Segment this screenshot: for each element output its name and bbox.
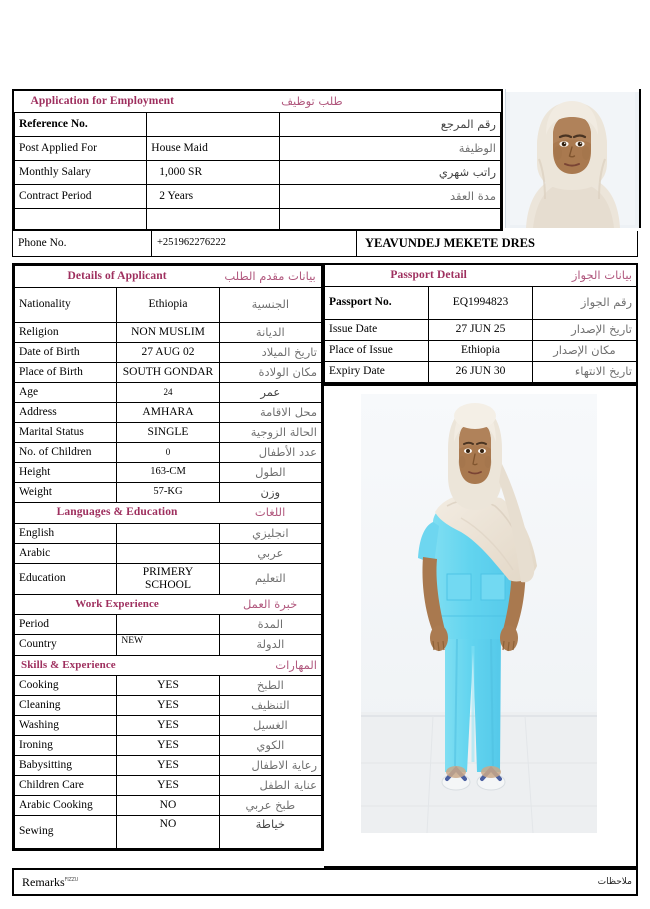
details-section-header — [15, 266, 322, 288]
marital-status-label: Marital Status — [15, 423, 117, 443]
education-value[interactable]: PRIMERY SCHOOL — [117, 564, 219, 595]
skill-ironing-arabic: الكوي — [219, 736, 321, 756]
skill-cleaning-row — [15, 696, 322, 716]
passport-photo-artwork — [506, 89, 639, 228]
skill-ironing-value[interactable]: YES — [117, 736, 219, 756]
place-of-birth-row — [15, 363, 322, 383]
remarks-label-text: Remarks — [22, 875, 65, 889]
form-title: Application for Employment — [15, 91, 280, 113]
skill-arabic-cooking-arabic: طبخ عربي — [219, 796, 321, 816]
languages-section-arabic: اللغات — [219, 503, 321, 524]
skill-cleaning-label: Cleaning — [15, 696, 117, 716]
passport-section-title: Passport Detail — [325, 265, 532, 287]
education-label: Education — [15, 564, 117, 595]
issue-date-label: Issue Date — [325, 320, 429, 341]
work-country-arabic: الدولة — [219, 635, 321, 656]
skills-section-title: Skills & Experience — [15, 656, 220, 676]
marital-status-arabic: الحالة الزوجية — [219, 423, 321, 443]
skill-cooking-value[interactable]: YES — [117, 676, 219, 696]
phone-value[interactable]: +251962276222 — [152, 231, 357, 256]
skill-cleaning-arabic: التنظيف — [219, 696, 321, 716]
remarks-superscript: FIZZU — [64, 877, 79, 883]
details-section-arabic: بيانات مقدم الطلب — [219, 266, 321, 288]
passport-no-row — [325, 287, 636, 320]
passport-no-label: Passport No. — [325, 287, 429, 320]
nationality-arabic: الجنسية — [219, 288, 321, 323]
skill-arabic-cooking-value[interactable]: NO — [117, 796, 219, 816]
place-of-issue-label: Place of Issue — [325, 341, 429, 362]
place-of-birth-value[interactable]: SOUTH GONDAR — [117, 363, 219, 383]
nationality-label: Nationality — [15, 288, 117, 323]
place-of-birth-arabic: مكان الولادة — [219, 363, 321, 383]
languages-section-header — [15, 503, 322, 524]
height-arabic: الطول — [219, 463, 321, 483]
monthly-salary-row — [15, 161, 501, 185]
address-arabic: محل الاقامة — [219, 403, 321, 423]
reference-no-label: Reference No. — [15, 113, 147, 137]
remarks-arabic: ملاحظات — [597, 877, 632, 887]
children-count-arabic: عدد الأطفال — [219, 443, 321, 463]
passport-details-table — [324, 263, 638, 386]
skill-ironing-row — [15, 736, 322, 756]
remarks-row — [12, 868, 638, 896]
age-value[interactable]: 24 — [117, 383, 219, 403]
english-row — [15, 524, 322, 544]
work-period-arabic: المدة — [219, 615, 321, 635]
applicant-name: YEAVUNDEJ MEKETE DRES — [357, 231, 638, 256]
weight-value[interactable]: 57-KG — [117, 483, 219, 503]
passport-no-arabic: رقم الجواز — [532, 287, 636, 320]
contact-row — [12, 231, 638, 257]
post-applied-arabic: الوظيفة — [279, 137, 500, 161]
passport-section-arabic: بيانات الجواز — [532, 265, 636, 287]
children-count-value[interactable]: 0 — [117, 443, 219, 463]
children-count-label: No. of Children — [15, 443, 117, 463]
age-arabic: عمر — [219, 383, 321, 403]
expiry-date-label: Expiry Date — [325, 362, 429, 384]
contract-period-value[interactable]: 2 Years — [147, 185, 279, 209]
date-of-birth-arabic: تاريخ الميلاد — [219, 343, 321, 363]
religion-label: Religion — [15, 323, 117, 343]
skill-cleaning-value[interactable]: YES — [117, 696, 219, 716]
address-label: Address — [15, 403, 117, 423]
work-section-title: Work Experience — [15, 595, 220, 615]
skill-children-care-value[interactable]: YES — [117, 776, 219, 796]
expiry-date-arabic: تاريخ الانتهاء — [532, 362, 636, 384]
skill-children-care-label: Children Care — [15, 776, 117, 796]
skill-babysitting-arabic: رعاية الاطفال — [219, 756, 321, 776]
post-applied-value[interactable]: House Maid — [147, 137, 279, 161]
skill-cooking-arabic: الطبخ — [219, 676, 321, 696]
date-of-birth-row — [15, 343, 322, 363]
issue-date-row — [325, 320, 636, 341]
work-country-label: Country — [15, 635, 117, 656]
skill-cooking-label: Cooking — [15, 676, 117, 696]
weight-arabic: وزن — [219, 483, 321, 503]
applicant-full-body-photo — [361, 394, 597, 833]
reference-no-arabic: رقم المرجع — [279, 113, 500, 137]
arabic-value[interactable] — [117, 544, 219, 564]
form-title-row — [15, 91, 501, 113]
date-of-birth-value[interactable]: 27 AUG 02 — [117, 343, 219, 363]
skill-sewing-row — [15, 816, 322, 849]
religion-row — [15, 323, 322, 343]
height-row — [15, 463, 322, 483]
skill-washing-value[interactable]: YES — [117, 716, 219, 736]
weight-row — [15, 483, 322, 503]
address-value[interactable]: AMHARA — [117, 403, 219, 423]
form-title-arabic: طلب توظيف — [279, 91, 500, 113]
place-of-birth-label: Place of Birth — [15, 363, 117, 383]
skill-arabic-cooking-label: Arabic Cooking — [15, 796, 117, 816]
applicant-details-table — [12, 263, 324, 851]
work-period-value[interactable] — [117, 615, 219, 635]
right-border-rule — [636, 263, 638, 868]
english-label: English — [15, 524, 117, 544]
details-section-title: Details of Applicant — [15, 266, 220, 288]
passport-section-header — [325, 265, 636, 287]
date-of-birth-label: Date of Birth — [15, 343, 117, 363]
marital-status-value[interactable]: SINGLE — [117, 423, 219, 443]
contract-period-label: Contract Period — [15, 185, 147, 209]
skill-babysitting-row — [15, 756, 322, 776]
skill-sewing-arabic: خياطة — [219, 816, 321, 849]
languages-section-title: Languages & Education — [15, 503, 220, 524]
religion-value[interactable]: NON MUSLIM — [117, 323, 219, 343]
monthly-salary-label: Monthly Salary — [15, 161, 147, 185]
place-of-issue-value[interactable]: Ethiopia — [429, 341, 533, 362]
expiry-date-value[interactable]: 26 JUN 30 — [429, 362, 533, 384]
contract-period-arabic: مدة العقد — [279, 185, 500, 209]
skills-section-header — [15, 656, 322, 676]
monthly-salary-arabic: راتب شهري — [279, 161, 500, 185]
skill-babysitting-label: Babysitting — [15, 756, 117, 776]
employment-header-table — [12, 89, 503, 231]
reference-no-value[interactable] — [147, 113, 279, 137]
arabic-label: Arabic — [15, 544, 117, 564]
education-arabic: التعليم — [219, 564, 321, 595]
place-of-issue-arabic: مكان الإصدار — [532, 341, 636, 362]
post-applied-label: Post Applied For — [15, 137, 147, 161]
work-period-label: Period — [15, 615, 117, 635]
place-of-issue-row — [325, 341, 636, 362]
height-label: Height — [15, 463, 117, 483]
reference-no-row — [15, 113, 501, 137]
work-period-row — [15, 615, 322, 635]
nationality-value[interactable]: Ethiopia — [117, 288, 219, 323]
skill-cooking-row — [15, 676, 322, 696]
weight-label: Weight — [15, 483, 117, 503]
children-count-row — [15, 443, 322, 463]
skills-section-arabic: المهارات — [219, 656, 321, 676]
arabic-arabic: عربي — [219, 544, 321, 564]
skill-babysitting-value[interactable]: YES — [117, 756, 219, 776]
skill-sewing-label: Sewing — [15, 816, 117, 849]
marital-status-row — [15, 423, 322, 443]
work-country-row — [15, 635, 322, 656]
skill-washing-label: Washing — [15, 716, 117, 736]
expiry-date-row — [325, 362, 636, 384]
issue-date-arabic: تاريخ الإصدار — [532, 320, 636, 341]
age-row — [15, 383, 322, 403]
age-label: Age — [15, 383, 117, 403]
skill-arabic-cooking-row — [15, 796, 322, 816]
english-value[interactable] — [117, 524, 219, 544]
nationality-row — [15, 288, 322, 323]
header-spacer-row — [15, 209, 501, 230]
skill-washing-arabic: الغسيل — [219, 716, 321, 736]
work-section-header — [15, 595, 322, 615]
religion-arabic: الديانة — [219, 323, 321, 343]
remarks-label — [22, 875, 78, 890]
education-row — [15, 564, 322, 595]
applicant-passport-photo — [505, 89, 641, 228]
work-section-arabic: خبرة العمل — [219, 595, 321, 615]
phone-label: Phone No. — [13, 231, 152, 256]
full-body-photo-artwork — [361, 394, 597, 833]
height-value[interactable]: 163-CM — [117, 463, 219, 483]
skill-washing-row — [15, 716, 322, 736]
issue-date-value[interactable]: 27 JUN 25 — [429, 320, 533, 341]
english-arabic: انجليزي — [219, 524, 321, 544]
contract-period-row — [15, 185, 501, 209]
passport-no-value[interactable]: EQ1994823 — [429, 287, 533, 320]
work-country-value[interactable]: NEW — [117, 635, 219, 656]
skill-children-care-arabic: عناية الطفل — [219, 776, 321, 796]
address-row — [15, 403, 322, 423]
monthly-salary-value[interactable]: 1,000 SR — [147, 161, 279, 185]
skill-sewing-value[interactable]: NO — [117, 816, 219, 849]
arabic-row — [15, 544, 322, 564]
skill-ironing-label: Ironing — [15, 736, 117, 756]
post-applied-row — [15, 137, 501, 161]
skill-children-care-row — [15, 776, 322, 796]
